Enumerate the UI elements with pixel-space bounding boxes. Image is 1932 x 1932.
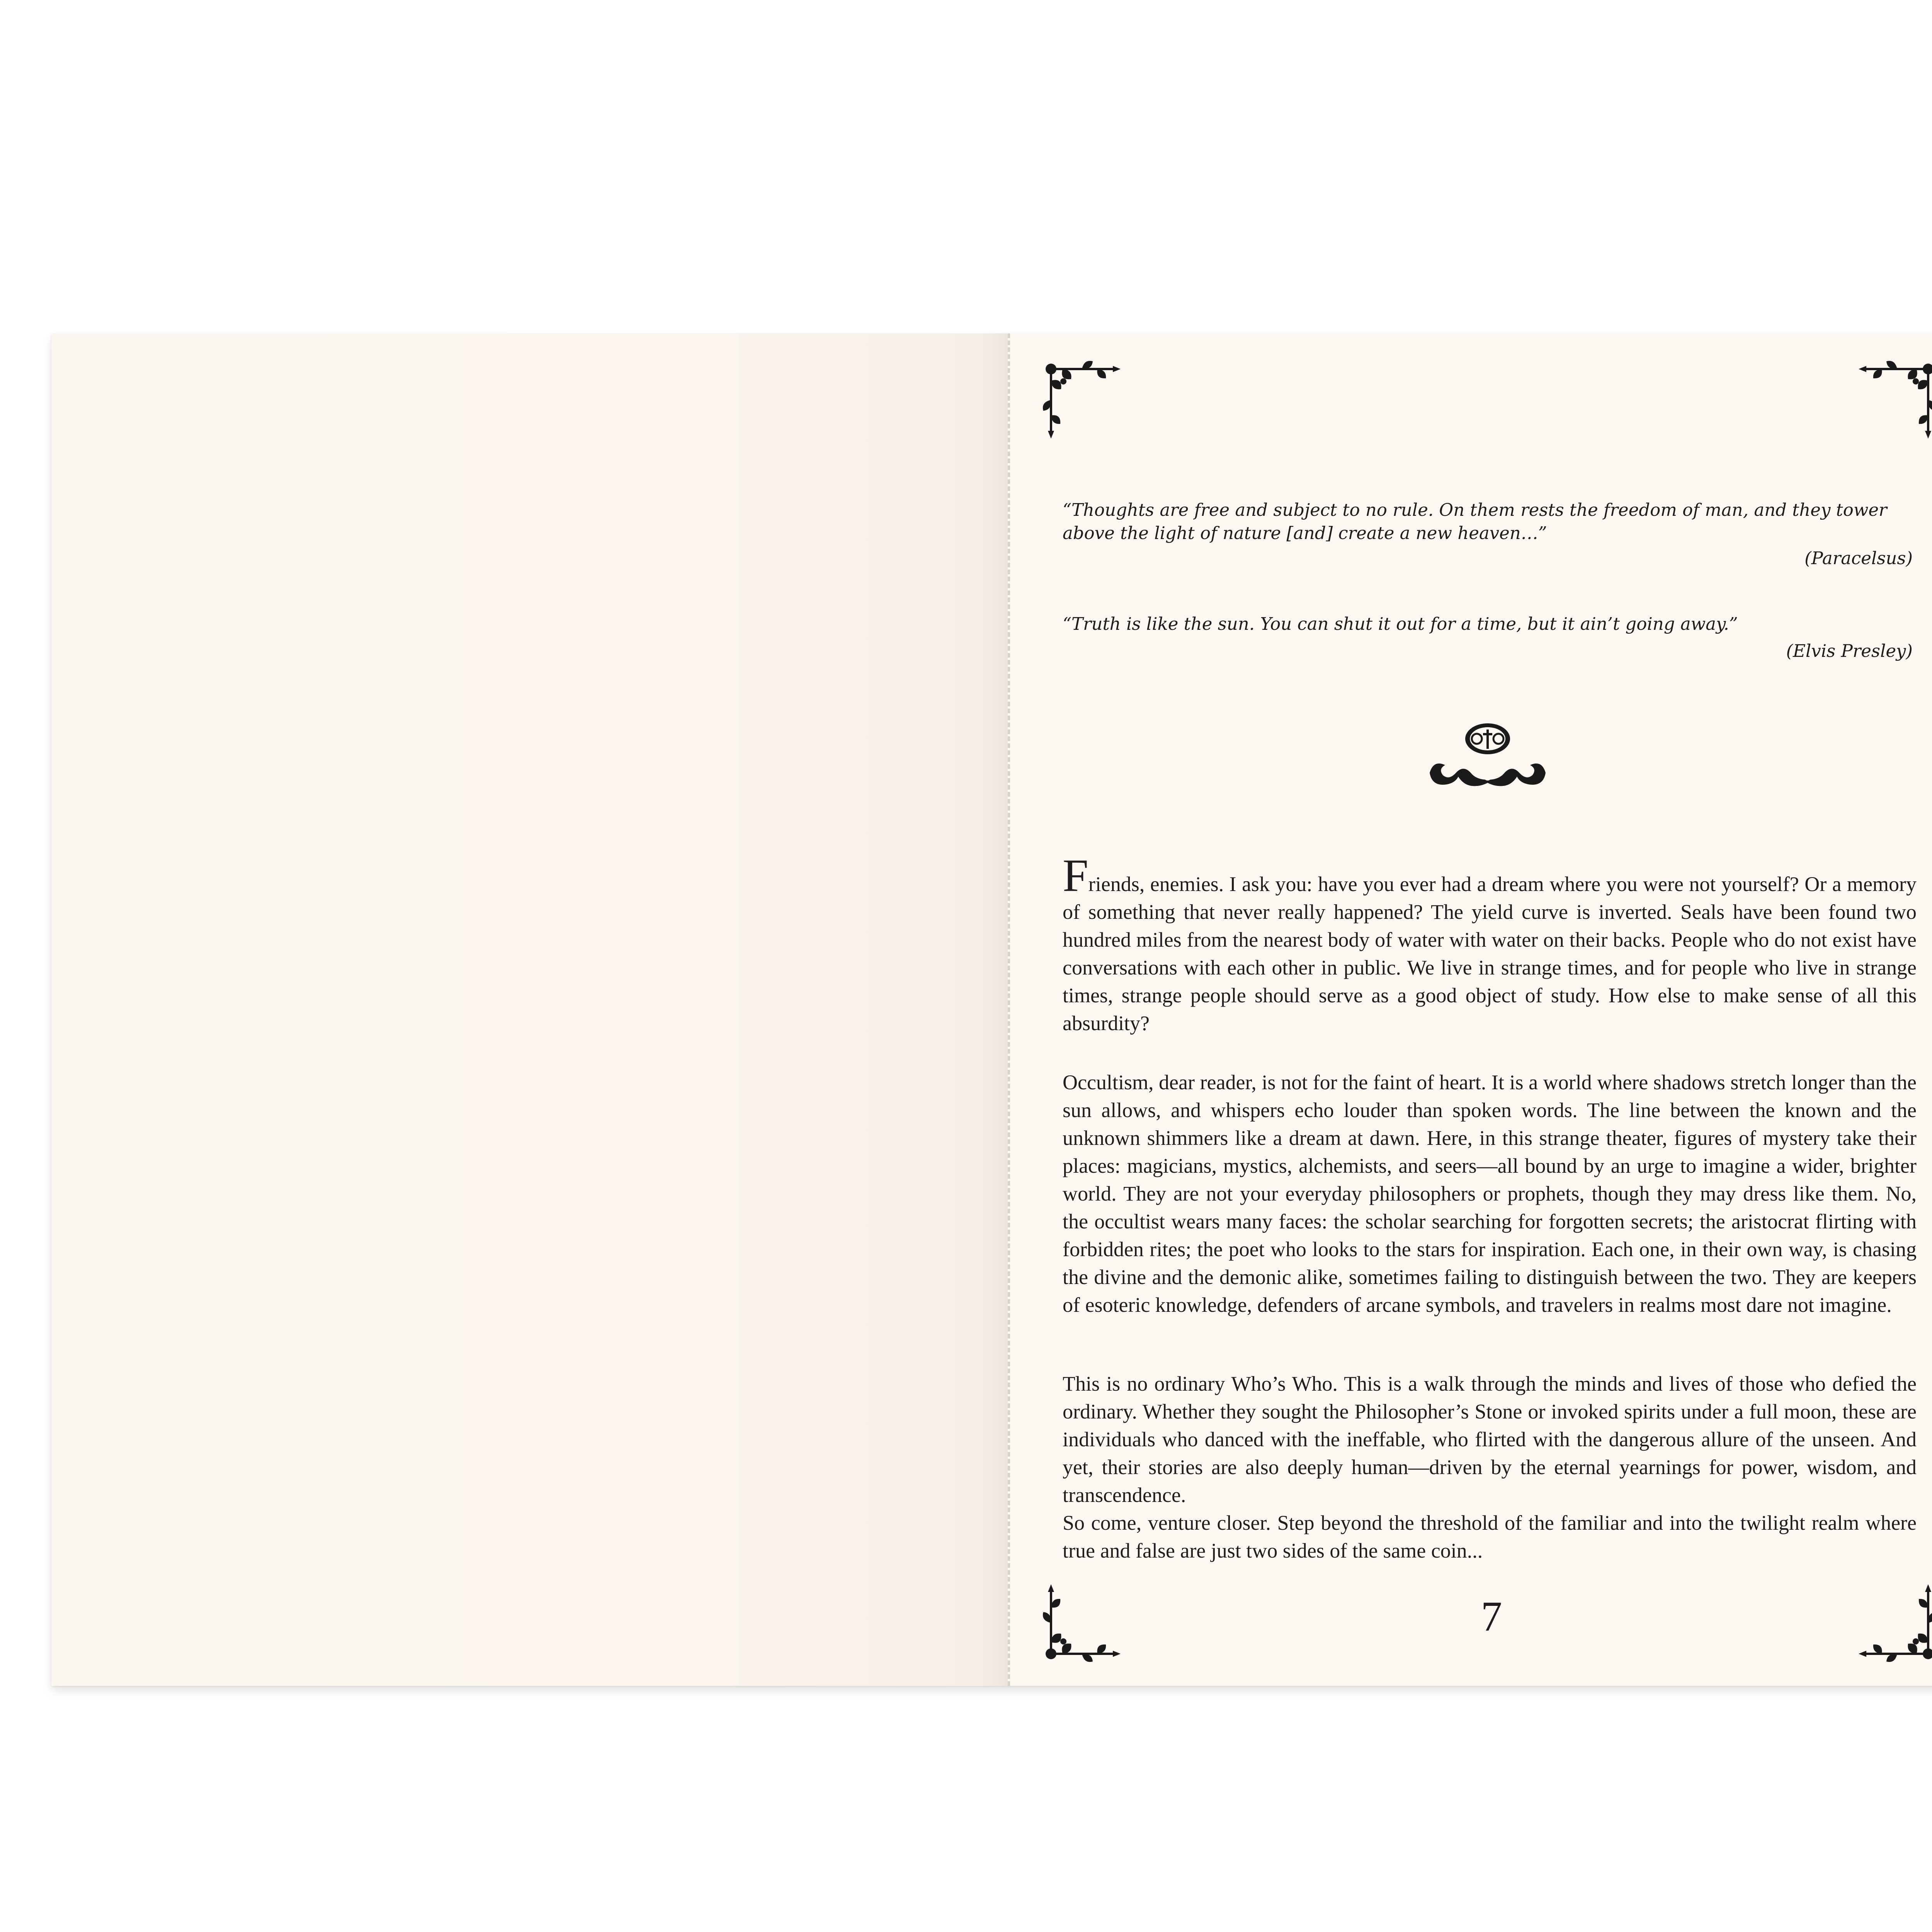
quote-paracelsus: “Thoughts are free and subject to no rule. On them rests the freedom of man, and they tower above the light of nature [and] create a new heaven…” xyxy=(1063,500,1887,543)
spine-shadow xyxy=(979,333,1008,1686)
paragraph-text: So come, venture closer. Step beyond the threshold of the familiar and into the twilight realm where true and false are just two sides of the same coin... xyxy=(1063,1511,1917,1562)
body-paragraph-1 xyxy=(1063,850,1917,1037)
quote-attribution: (Paracelsus) xyxy=(1804,548,1913,568)
drop-cap: F xyxy=(1063,850,1088,901)
flourish-corner-icon xyxy=(1855,1580,1932,1665)
flourish-corner-icon xyxy=(1039,1580,1124,1665)
left-page xyxy=(51,333,1008,1686)
flourish-corner-icon xyxy=(1039,357,1124,442)
emblem-scroll-icon xyxy=(1422,719,1553,796)
paragraph-text: riends, enemies. I ask you: have you ever had a dream where you were not yourself? Or a memory of something that never really happened? The yield curve is inverted. Seals have been found two hundred miles from the nearest body of water with water on their backs. People who do not exist have conversations with each other in public. We live in strange times, and for people who live in strange times, strange people should serve as a good object of study. How else to make sense of all this absurdity? xyxy=(1063,872,1917,1035)
body-paragraph-3 xyxy=(1063,1370,1917,1565)
quote-attribution: (Elvis Presley) xyxy=(1786,641,1913,661)
paragraph-text: Occultism, dear reader, is not for the faint of heart. It is a world where shadows stretch longer than the sun allows, and whispers echo louder than spoken words. The line between the known and the unknown shimmers like a dream at dawn. Here, in this strange theater, figures of mystery take their places: magicians, mystics, alchemists, and seers—all bound by an urge to imagine a wider, brighter world. They are not your everyday philosophers or prophets, though they may dress like them. No, the occultist wears many faces: the scholar searching for forgotten secrets; the aristocrat flirting with forbidden rites; the poet who looks to the stars for inspiration. Each one, in their own way, is chasing the divine and the demonic alike, sometimes failing to distinguish between the two. They are keepers of esoteric knowledge, defenders of arcane symbols, and travelers in realms most dare not imagine. xyxy=(1063,1071,1917,1316)
page-number: 7 xyxy=(1481,1593,1502,1640)
paragraph-text: This is no ordinary Who’s Who. This is a walk through the minds and lives of those who defied the ordinary. Whether they sought the Philosopher’s Stone or invoked spirits under a full moon, these are individuals who danced with the ineffable, who flirted with the dangerous allure of the unseen. And yet, their stories are also deeply human—driven by the eternal yearnings for power, wisdom, and transcendence. xyxy=(1063,1372,1917,1507)
quote-presley: “Truth is like the sun. You can shut it out for a time, but it ain’t going away.” xyxy=(1063,614,1738,634)
body-paragraph-2 xyxy=(1063,1068,1917,1319)
spine-stitching xyxy=(1008,333,1010,1686)
flourish-corner-icon xyxy=(1855,357,1932,442)
